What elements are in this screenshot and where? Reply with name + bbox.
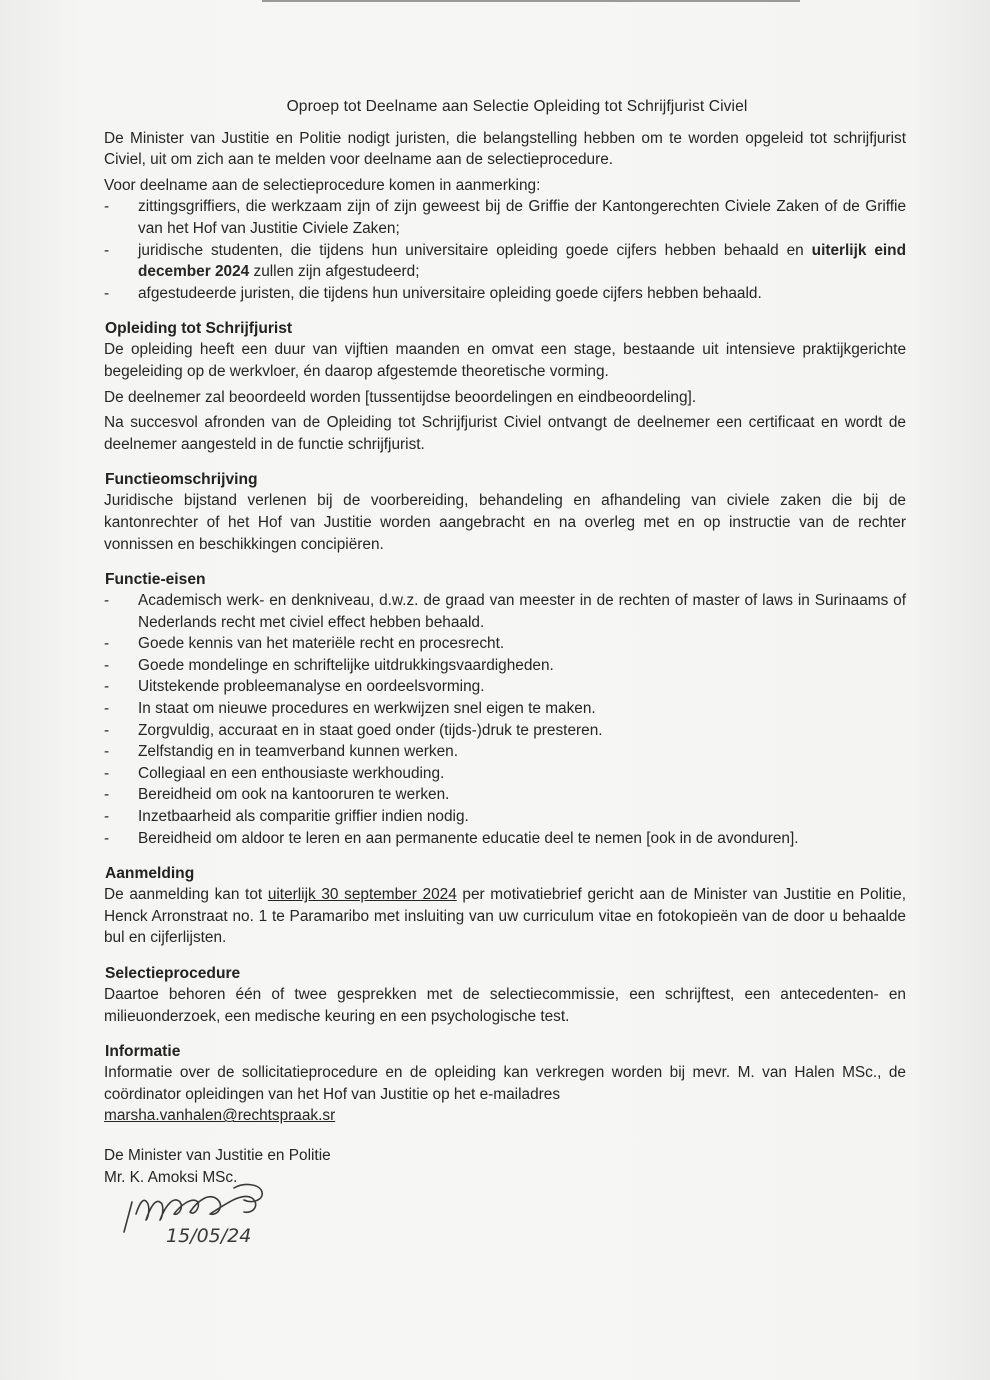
heading-functieomschrijving: Functieomschrijving xyxy=(105,471,258,489)
list-item: - juridische studenten, die tijdens hun universitaire opleiding goede cijfers hebben behaald en uiterlijk eind december 2024 zullen zijn afgestudeerd; xyxy=(104,241,906,281)
signature-date: 15/05/24 xyxy=(166,1225,252,1246)
list-item: - zittingsgriffiers, die werkzaam zijn of zijn geweest bij de Griffie der Kantongerechten Civiele Zaken of de Griffie van het Hof van Justitie Civiele Zaken; xyxy=(104,198,906,237)
list-item: - Goede kennis van het materiële recht en procesrecht. xyxy=(104,635,505,653)
list-item: - Zorgvuldig, accuraat en in staat goed onder (tijds-)druk te presteren. xyxy=(104,721,603,739)
list-item: - Academisch werk- en denkniveau, d.w.z. de graad van meester in de rechten of master of laws in Surinaams of Nederlands recht met civiel effect hebben behaald. xyxy=(104,592,906,631)
closing-name: Mr. K. Amoksi MSc. xyxy=(104,1168,238,1186)
list-item: - Uitstekende probleemanalyse en oordeelsvorming. xyxy=(104,678,485,696)
list-item: - Zelfstandig en in teamverband kunnen werken. xyxy=(104,743,458,761)
informatie-paragraph: Informatie over de sollicitatieprocedure en de opleiding kan verkregen worden bij mevr. M. van Halen MSc., de coördinator opleidingen van het Hof van Justitie op het e-mailadres xyxy=(104,1064,906,1103)
opleiding-paragraph-2: De deelnemer zal beoordeeld worden [tussentijdse beoordelingen en eindbeoordeling]. xyxy=(104,388,697,406)
list-item: - In staat om nieuwe procedures en werkwijzen snel eigen te maken. xyxy=(104,700,596,718)
intro-paragraph: De Minister van Justitie en Politie nodigt juristen, die belangstelling hebben om te worden opgeleid tot schrijfjurist Civiel, uit om zich aan te melden voor deelname aan de selectieprocedure. xyxy=(104,129,906,169)
eligibility-list xyxy=(104,196,906,304)
selectieprocedure-paragraph: Daartoe behoren één of twee gesprekken met de selectiecommissie, een schrijftest, een antecedenten- en milieuonderzoek, een medische keuring en een psychologische test. xyxy=(104,986,906,1025)
requirements-list xyxy=(104,590,906,849)
list-item: - Collegiaal en een enthousiaste werkhouding. xyxy=(104,764,445,782)
heading-functie-eisen: Functie-eisen xyxy=(105,571,206,589)
document-body xyxy=(104,96,906,1188)
bullet-dash: - xyxy=(104,284,110,302)
list-item: - Goede mondelinge en schriftelijke uitdrukkingsvaardigheden. xyxy=(104,656,554,674)
heading-informatie: Informatie xyxy=(105,1043,181,1061)
application-deadline: uiterlijk 30 september 2024 xyxy=(267,886,457,904)
bullet-dash: - xyxy=(104,198,110,216)
heading-aanmelding: Aanmelding xyxy=(105,865,195,883)
list-item: - Inzetbaarheid als comparitie griffier indien nodig. xyxy=(104,808,469,826)
opleiding-paragraph-3: Na succesvol afronden van de Opleiding tot Schrijfjurist Civiel ontvangt de deelnemer een certificaat en wordt de deelnemer aangesteld in de functie schrijfjurist. xyxy=(104,414,906,453)
list-item: - Bereidheid om aldoor te leren en aan permanente educatie deel te nemen [ook in de avonduren]. xyxy=(104,829,799,847)
heading-selectieprocedure: Selectieprocedure xyxy=(105,965,241,982)
list-item: - Bereidheid om ook na kantooruren te werken. xyxy=(104,786,450,804)
list-item: - afgestudeerde juristen, die tijdens hun universitaire opleiding goede cijfers hebben behaald. xyxy=(104,283,906,305)
closing-office: De Minister van Justitie en Politie xyxy=(104,1146,331,1164)
functieomschrijving-paragraph: Juridische bijstand verlenen bij de voorbereiding, behandeling en afhandeling van civiele zaken die bij de kantonrechter of het Hof van Justitie worden aangebracht en na overleg met en op instructie van de rechter vonnissen en beschikkingen concipiëren. xyxy=(104,492,906,553)
heading-opleiding: Opleiding tot Schrijfjurist xyxy=(105,320,293,338)
aanmelding-paragraph: De aanmelding kan tot uiterlijk 30 september 2024 per motivatiebrief gericht aan de Minister van Justitie en Politie, Henck Arronstraat no. 1 te Paramaribo met insluiting van uw curriculum vitae en fotokopieën van de door u behaalde bul en cijferlijsten. xyxy=(104,886,906,947)
bullet-dash: - xyxy=(104,241,110,259)
handwritten-signature xyxy=(114,1174,284,1246)
document-title: Oproep tot Deelname aan Selectie Opleiding tot Schrijfjurist Civiel xyxy=(286,98,748,115)
opleiding-paragraph-1: De opleiding heeft een duur van vijftien maanden en omvat een stage, bestaande uit intensieve praktijkgerichte begeleiding op de werkvloer, én daarop afgestemde theoretische vorming. xyxy=(104,341,906,380)
eligibility-intro: Voor deelname aan de selectieprocedure komen in aanmerking: xyxy=(104,176,541,194)
graduation-deadline: uiterlijk eind december 2024 xyxy=(138,241,906,281)
contact-email-link[interactable]: marsha.vanhalen@rechtspraak.sr xyxy=(104,1107,336,1125)
page-edge-line xyxy=(262,0,800,2)
